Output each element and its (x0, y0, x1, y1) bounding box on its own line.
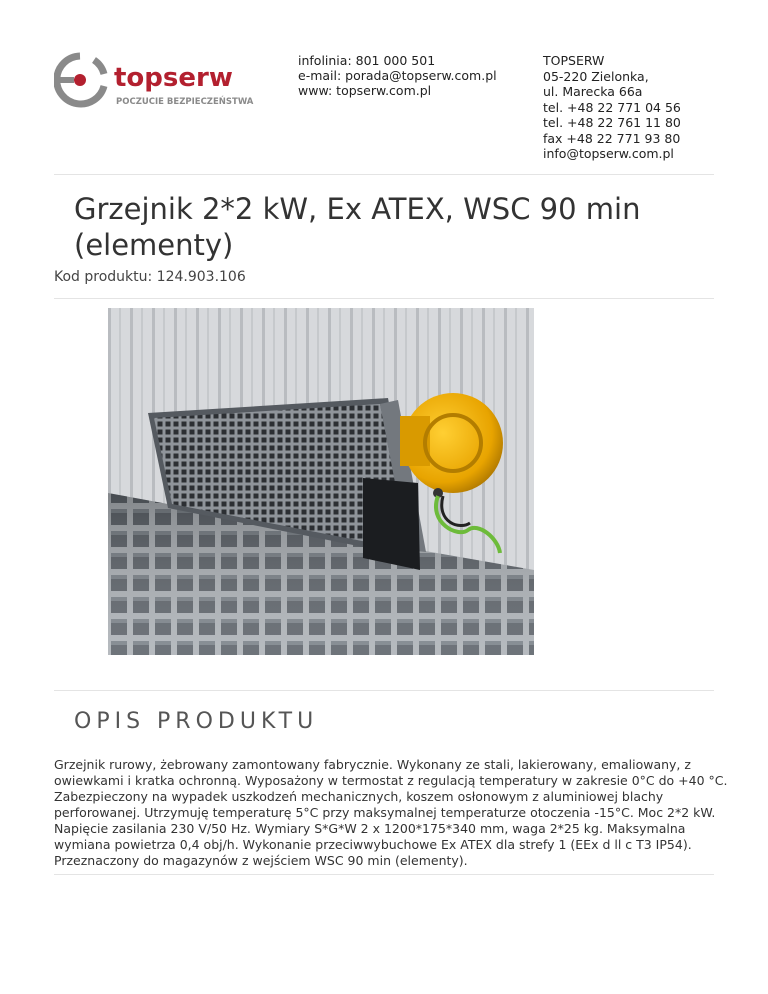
address-street: ul. Marecka 66a (543, 84, 643, 99)
topserw-logo[interactable] (54, 52, 254, 108)
divider (54, 174, 714, 175)
logo-dot-icon (74, 74, 86, 86)
company-address (543, 53, 681, 162)
divider (54, 298, 714, 299)
fax: fax +48 22 771 93 80 (543, 130, 681, 146)
divider (54, 874, 714, 875)
product-image (108, 308, 534, 655)
email-text[interactable]: e-mail: porada@topserw.com.pl (298, 68, 497, 83)
contact-info-primary (298, 53, 497, 98)
hotline-text: infolinia: 801 000 501 (298, 53, 436, 68)
logo-wordmark: topserw (114, 63, 233, 93)
address-postcode: 05-220 Zielonka, (543, 68, 649, 84)
company-name: TOPSERW (543, 53, 605, 68)
website-text[interactable]: www: topserw.com.pl (298, 83, 432, 98)
phone-2: tel. +48 22 761 11 80 (543, 115, 681, 130)
product-title: Grzejnik 2*2 kW, Ex ATEX, WSC 90 min (elementy) (74, 192, 641, 262)
company-email[interactable]: info@topserw.com.pl (543, 146, 674, 161)
phone-1: tel. +48 22 771 04 56 (543, 99, 681, 115)
product-description: Grzejnik rurowy, żebrowany zamontowany fabrycznie. Wykonany ze stali, lakierowany, emaliowany, z owiewkami i kratka ochronną. Wyposażony w termostat z regulacją temperatury w zakresie 0°C do +40 °C. Zabezpieczony na wypadek uszkodzeń mechanicznych, koszem osłonowym z aluminiowej blachy perforowanej. Utrzymuję temperaturę 5°C przy maksymalnej temperaturze otoczenia -15°C. Moc 2*2 kW. Napięcie zasilania 230 V/50 Hz. Wymiary S*G*W 2 x 1200*175*340 mm, waga 2*25 kg. Maksymalna wymiana powietrza 0,4 obj/h. Wykonanie przeciwwybuchowe Ex ATEX dla strefy 1 (EEx d ll c T3 IP54). Przeznaczony do magazynów z wejściem WSC 90 min (elementy). (54, 757, 728, 868)
divider (54, 690, 714, 691)
product-code: Kod produktu: 124.903.106 (54, 269, 246, 285)
logo-tagline: POCZUCIE BEZPIECZEŃSTWA (116, 97, 254, 107)
section-heading-description: OPIS PRODUKTU (74, 709, 319, 734)
